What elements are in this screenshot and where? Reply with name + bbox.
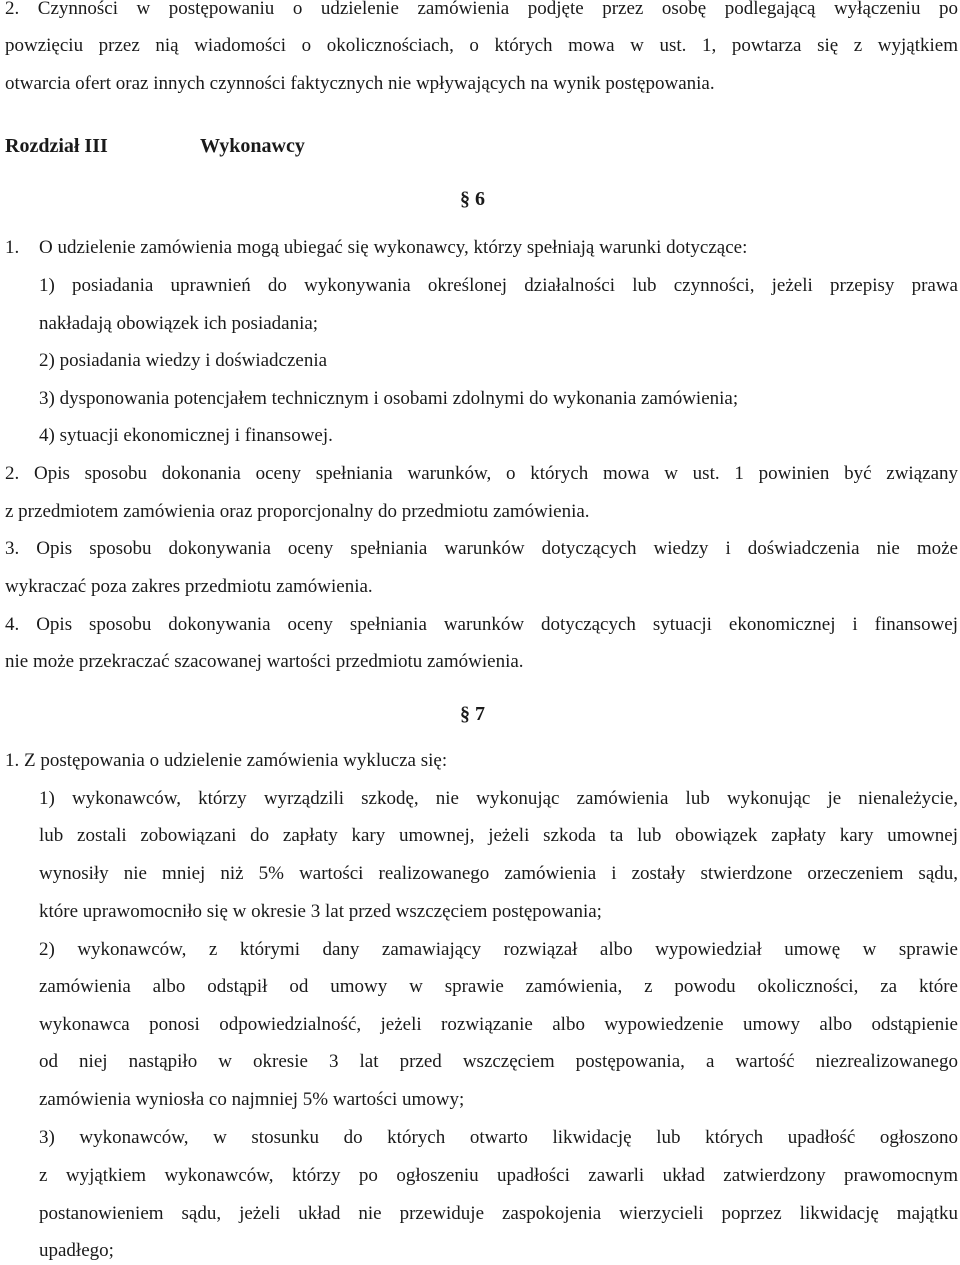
condition-2: 2) posiadania wiedzy i doświadczenia (39, 350, 328, 371)
chapter-number: Rozdział III (5, 135, 108, 157)
section-7-paragraph-1: 1. Z postępowania o udzielenie zamówienia wyklucza się: (5, 750, 448, 771)
exclusion-1-line-3: wynosiły nie mniej niż 5% wartości realizowanego zamówienia i zostały stwierdzone orzeczeniem sądu, (39, 863, 958, 884)
section-6-paragraph-2-line-1: 2. Opis sposobu dokonania oceny spełniania warunków, o których mowa w ust. 1 powinien być związany (5, 463, 958, 484)
section-6-paragraph-3-line-1: 3. Opis sposobu dokonywania oceny spełniania warunków dotyczących wiedzy i doświadczenia nie może (5, 538, 958, 559)
condition-1-line-1: 1) posiadania uprawnień do wykonywania określonej działalności lub czynności, jeżeli przepisy prawa (39, 275, 958, 296)
section-6-mark: § 6 (460, 188, 485, 210)
exclusion-3-line-4: upadłego; (39, 1240, 114, 1261)
exclusion-2-line-4: od niej nastąpiło w okresie 3 lat przed wszczęciem postępowania, a wartość niezrealizowanego (39, 1051, 958, 1072)
exclusion-2-line-1: 2) wykonawców, z którymi dany zamawiający rozwiązał albo wypowiedział umowę w sprawie (39, 939, 958, 960)
chapter-title: Wykonawcy (200, 135, 305, 157)
exclusion-1-line-4: które uprawomocniło się w okresie 3 lat przed wszczęciem postępowania; (39, 901, 602, 922)
section-6-paragraph-2-line-2: z przedmiotem zamówienia oraz proporcjonalny do przedmiotu zamówienia. (5, 501, 590, 522)
exclusion-1-line-2: lub zostali zobowiązani do zapłaty kary umownej, jeżeli szkoda ta lub obowiązek zapłaty kary umownej (39, 825, 958, 846)
condition-1-line-2: nakładają obowiązek ich posiadania; (39, 313, 319, 334)
section-6-paragraph-4-line-2: nie może przekraczać szacowanej wartości przedmiotu zamówienia. (5, 651, 524, 672)
exclusion-1-line-1: 1) wykonawców, którzy wyrządzili szkodę, nie wykonując zamówienia lub wykonując je nienależycie, (39, 788, 958, 809)
exclusion-2-line-5: zamówienia wyniosła co najmniej 5% wartości umowy; (39, 1089, 465, 1110)
exclusion-3-line-3: postanowieniem sądu, jeżeli układ nie przewiduje zaspokojenia wierzycieli poprzez likwidację majątku (39, 1203, 958, 1224)
section-6-paragraph-4-line-1: 4. Opis sposobu dokonywania oceny spełniania warunków dotyczących sytuacji ekonomicznej i finansowej (5, 614, 958, 635)
intro-line-1: 2. Czynności w postępowaniu o udzielenie zamówienia podjęte przez osobę podlegającą wyłączeniu po (5, 0, 958, 19)
exclusion-2-line-3: wykonawca ponosi odpowiedzialność, jeżeli rozwiązanie albo wypowiedzenie umowy albo odstąpienie (39, 1014, 958, 1035)
section-6-paragraph-1 (5, 237, 958, 259)
paragraph-number: 1. (5, 237, 20, 258)
paragraph-text: O udzielenie zamówienia mogą ubiegać się wykonawcy, którzy spełniają warunki dotyczące: (39, 237, 748, 258)
exclusion-2-line-2: zamówienia albo odstąpił od umowy w sprawie zamówienia, z powodu okoliczności, za które (39, 976, 958, 997)
intro-line-2: powzięciu przez nią wiadomości o okolicznościach, o których mowa w ust. 1, powtarza się z wyjątkiem (5, 35, 958, 56)
section-6-paragraph-3-line-2: wykraczać poza zakres przedmiotu zamówienia. (5, 576, 373, 597)
condition-3: 3) dysponowania potencjałem technicznym i osobami zdolnymi do wykonania zamówienia; (39, 388, 739, 409)
section-7-mark: § 7 (460, 703, 485, 725)
condition-4: 4) sytuacji ekonomicznej i finansowej. (39, 425, 333, 446)
intro-line-3: otwarcia ofert oraz innych czynności faktycznych nie wpływających na wynik postępowania. (5, 73, 715, 94)
exclusion-3-line-1: 3) wykonawców, w stosunku do których otwarto likwidację lub których upadłość ogłoszono (39, 1127, 958, 1148)
exclusion-3-line-2: z wyjątkiem wykonawców, którzy po ogłoszeniu upadłości zawarli układ zatwierdzony prawomocnym (39, 1165, 958, 1186)
